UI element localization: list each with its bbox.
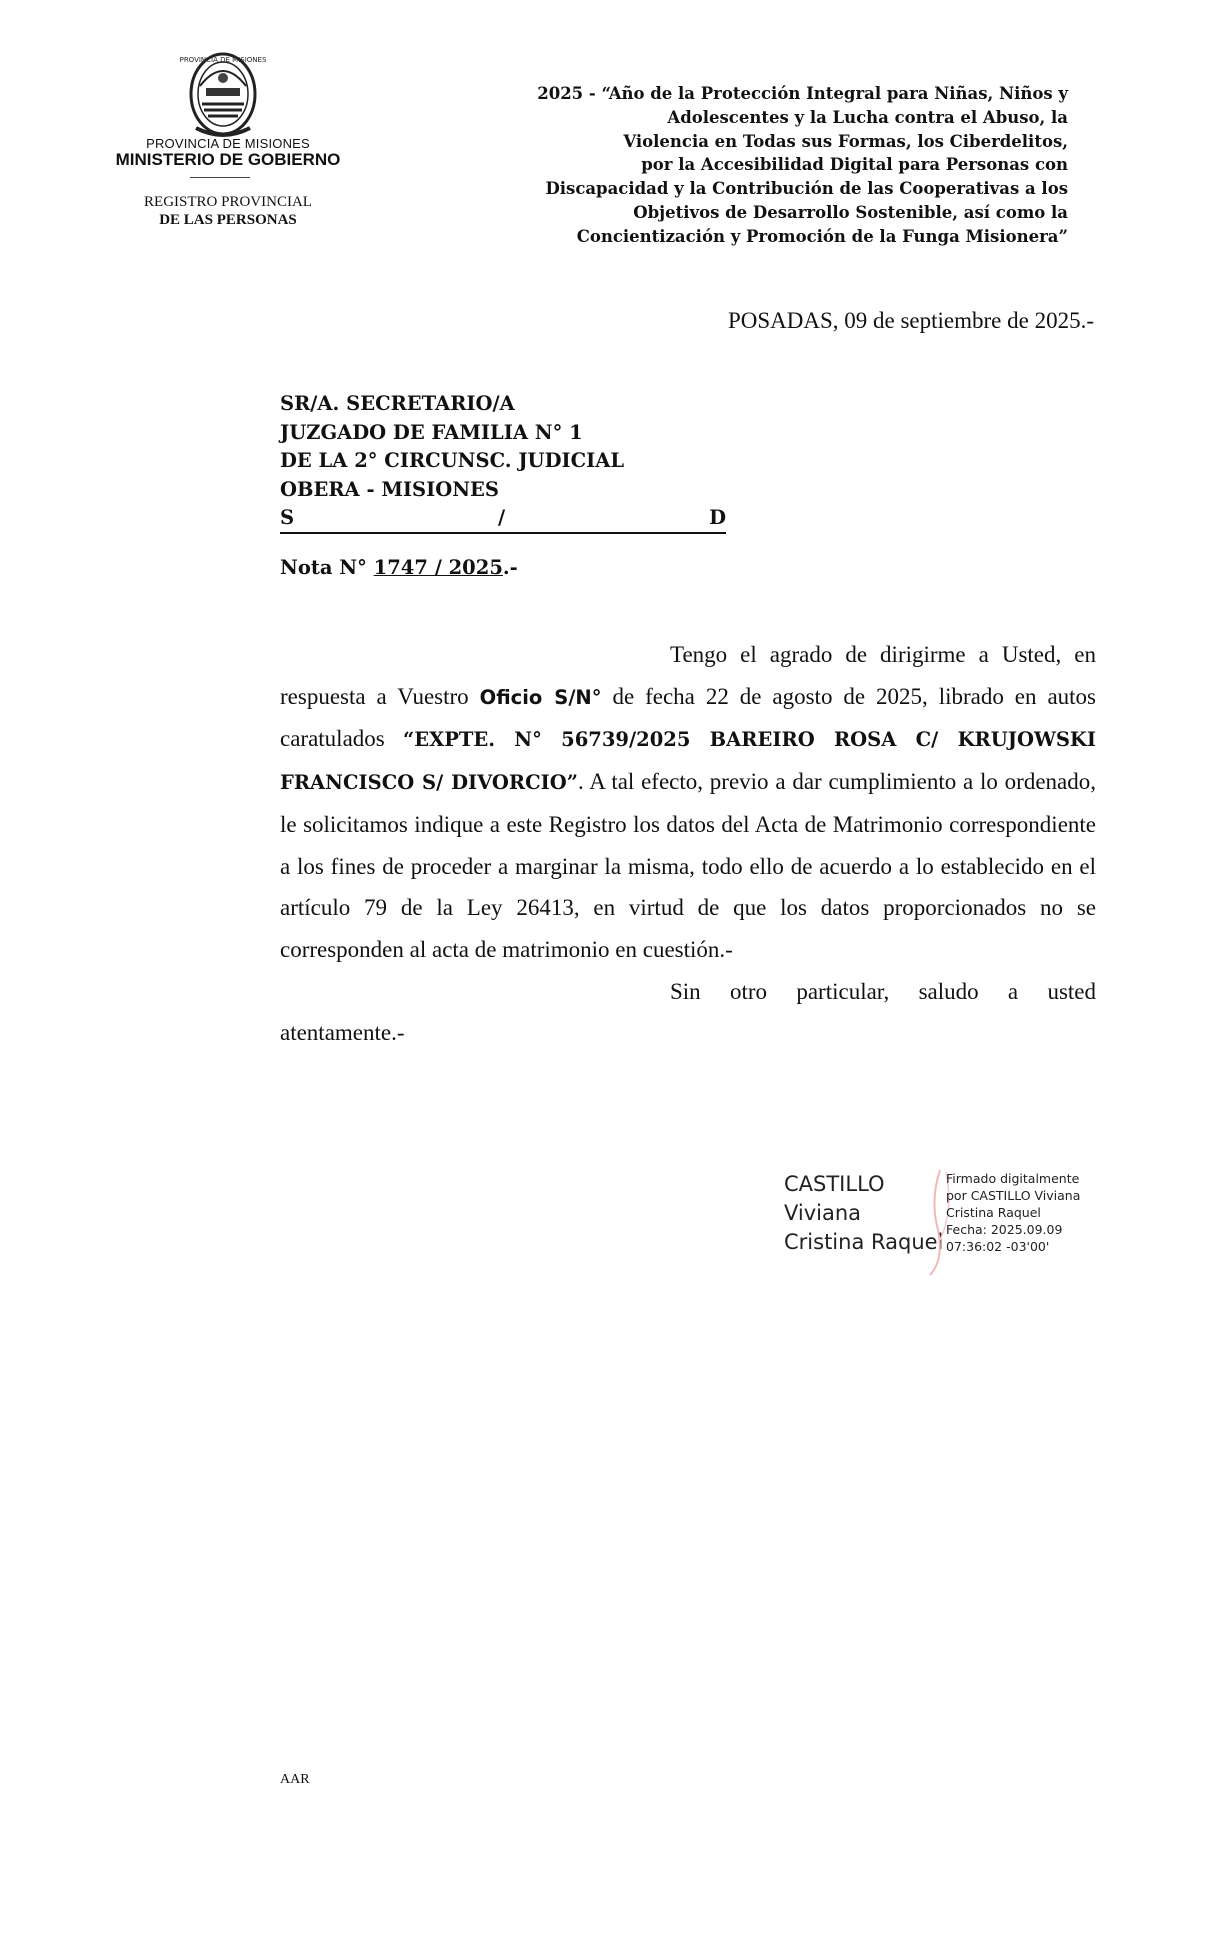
addressee-block	[280, 390, 740, 534]
signer-name: CASTILLO Viviana Cristina Raquel	[784, 1172, 944, 1254]
nota-label: Nota N°	[280, 556, 367, 579]
motto-line: Concientización y Promoción de la Funga Misionera”	[576, 226, 1068, 246]
sd-slash: /	[498, 506, 506, 529]
motto-line: por la Accesibilidad Digital para Personas con	[641, 155, 1068, 175]
case-title: “EXPTE. N° 56739/2025 BAREIRO ROSA C/ KRUJOWSKI FRANCISCO S/ DIVORCIO”	[280, 728, 1096, 795]
motto-line: 2025 - “Año de la Protección Integral para Niñas, Niños y	[537, 84, 1068, 103]
province-label: PROVINCIA DE MISIONES	[146, 136, 310, 151]
provincia-misiones-coat-of-arms	[178, 46, 268, 138]
addressee-line: DE LA 2° CIRCUNSC. JUDICIAL	[280, 449, 625, 472]
nota-suffix: .-	[502, 556, 518, 579]
paragraph-2: Sin otro particular, saludo a usted atentamente.-	[280, 978, 1096, 1046]
sd-s: S	[280, 506, 295, 529]
author-initials: AAR	[280, 1772, 310, 1787]
digital-signature-meta: Firmado digitalmente por CASTILLO Viviana Cristina Raquel Fecha: 2025.09.09 07:36:02 -03'00'	[946, 1171, 1081, 1254]
addressee-line: SR/A. SECRETARIO/A	[280, 392, 515, 415]
addressee-line: JUZGADO DE FAMILIA N° 1	[280, 420, 583, 444]
nota-number	[280, 556, 518, 579]
motto-line: Adolescentes y la Lucha contra el Abuso, la	[667, 107, 1068, 127]
paragraph-1: Tengo el agrado de dirigirme a Usted, en respuesta a Vuestro Oficio S/N° de fecha 22 de agosto de 2025, librado en autos caratulados “EXPTE. N° 56739/2025 BAREIRO ROSA C/ KRUJOWSKI FRANCISCO S/ DIVORCIO”. A tal efecto, previo a dar cumplimiento a lo ordenado, le solicitamos indique a este Registro los datos del Acta de Matrimonio correspondiente a los fines de proceder a marginar la misma, todo ello de acuerdo a lo establecido en el artículo 79 de la Ley 26413, en virtud de que los datos proporcionados no se corresponden al acta de matrimonio en cuestión.-	[280, 642, 1097, 962]
addressee-line: OBERA - MISIONES	[280, 477, 500, 501]
nota-value: 1747 / 2025	[373, 556, 503, 579]
logo-divider	[190, 177, 250, 178]
svg-text:PROVINCIA DE MISIONES: PROVINCIA DE MISIONES	[179, 56, 267, 64]
ministry-label: MINISTERIO DE GOBIERNO	[115, 150, 341, 169]
sd-line	[280, 504, 726, 534]
date-line: POSADAS, 09 de septiembre de 2025.-	[727, 308, 1094, 333]
motto-line: Objetivos de Desarrollo Sostenible, así como la	[633, 202, 1068, 222]
motto-line: Discapacidad y la Contribución de las Cooperativas a los	[545, 179, 1068, 199]
registry-label-line1: REGISTRO PROVINCIAL	[144, 194, 312, 210]
motto-line: Violencia en Todas sus Formas, los Ciberdelitos,	[623, 131, 1068, 151]
oficio-ref: Oficio S/N°	[479, 685, 602, 709]
sd-d: D	[709, 506, 726, 529]
year-motto	[470, 82, 1068, 249]
registry-label-line2: DE LAS PERSONAS	[159, 212, 297, 228]
letter-body	[280, 634, 1096, 1054]
